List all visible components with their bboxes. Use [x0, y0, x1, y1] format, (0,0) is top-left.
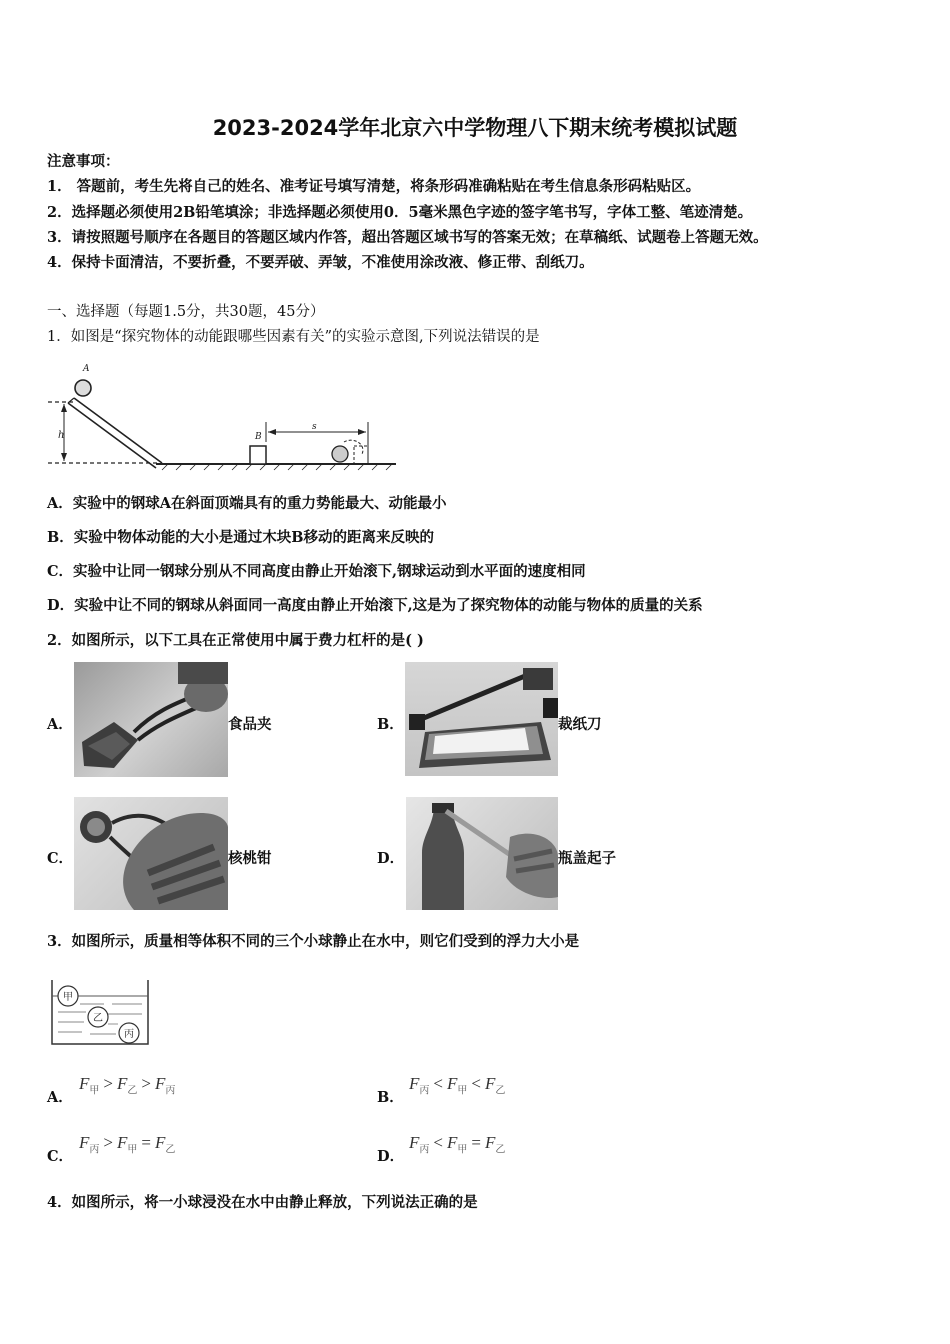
steel-ball-a [75, 380, 91, 396]
beaker-figure [46, 976, 154, 1048]
ramp-experiment-figure [44, 362, 400, 472]
q1-option-c: C．实验中让同一钢球分别从不同高度由静止开始滚下,钢球运动到水平面的速度相同 [47, 563, 586, 580]
q2-option-b-label: 裁纸刀 [558, 716, 602, 733]
height-label: h [58, 430, 65, 441]
q2-option-c-letter: C． [47, 850, 74, 867]
notice-item: 4．保持卡面清洁，不要折叠，不要弄破、弄皱，不准使用涂改液、修正带、刮纸刀。 [47, 254, 594, 271]
question-1-stem: 1．如图是“探究物体的动能跟哪些因素有关”的实验示意图,下列说法错误的是 [47, 329, 540, 345]
section-heading: 一、选择题（每题1.5分，共30题，45分） [47, 304, 325, 320]
q3-option-a-formula: $F_甲 > F_乙 > F_丙$ [79, 1074, 176, 1097]
q2-option-d-label: 瓶盖起子 [558, 850, 616, 867]
q3-option-c-letter: C． [47, 1148, 74, 1165]
bottle-opener-photo [406, 797, 558, 910]
q3-option-c-formula: $F_丙 > F_甲 = F_乙$ [79, 1133, 176, 1156]
q2-option-b-letter: B． [377, 716, 404, 733]
notice-item: 2．选择题必须使用2B铅笔填涂；非选择题必须使用0．5毫米黑色字迹的签字笔书写，字体工整、笔迹清楚。 [47, 204, 753, 221]
paper-cutter-photo [405, 662, 558, 776]
q3-option-b-formula: $F_丙 < F_甲 < F_乙$ [409, 1074, 506, 1097]
q1-option-a: A．实验中的钢球A在斜面顶端具有的重力势能最大、动能最小 [47, 495, 447, 512]
steel-ball-moved [332, 446, 348, 462]
notice-item: 3．请按照题号顺序在各题目的答题区域内作答，超出答题区域书写的答案无效；在草稿纸、试题卷上答题无效。 [47, 229, 768, 246]
q2-option-c-label: 核桃钳 [228, 850, 272, 867]
q1-option-b: B．实验中物体动能的大小是通过木块B移动的距离来反映的 [47, 529, 435, 546]
q3-option-b-letter: B． [377, 1089, 404, 1106]
ball-bing-label: 丙 [124, 1029, 134, 1040]
q2-option-d-letter: D． [377, 850, 405, 867]
q3-option-d-formula: $F_丙 < F_甲 = F_乙$ [409, 1133, 506, 1156]
nutcracker-photo [74, 797, 228, 910]
ball-yi-label: 乙 [93, 1013, 103, 1024]
ball-jia-label: 甲 [63, 992, 73, 1003]
notice-item: 1． 答题前，考生先将自己的姓名、准考证号填写清楚，将条形码准确粘贴在考生信息条形码粘贴区。 [47, 178, 701, 195]
q3-option-d-letter: D． [377, 1148, 405, 1165]
page-title: 2023-2024学年北京六中学物理八下期末统考模拟试题 [212, 116, 738, 140]
q2-option-a-label: 食品夹 [228, 716, 272, 733]
question-3-stem: 3．如图所示，质量相等体积不同的三个小球静止在水中，则它们受到的浮力大小是 [47, 933, 580, 950]
q1-option-d: D．实验中让不同的钢球从斜面同一高度由静止开始滚下,这是为了探究物体的动能与物体的质量的关系 [47, 597, 703, 614]
wood-block-b [250, 446, 266, 464]
distance-label: s [312, 422, 317, 432]
notice-heading: 注意事项： [47, 153, 120, 170]
q2-option-a-letter: A． [47, 716, 73, 733]
question-2-stem: 2．如图所示，以下工具在正常使用中属于费力杠杆的是( ) [47, 632, 424, 649]
question-4-stem: 4．如图所示，将一小球浸没在水中由静止释放，下列说法正确的是 [47, 1194, 478, 1211]
block-b-label: B [255, 432, 262, 442]
food-tongs-photo [74, 662, 228, 777]
ball-a-label: A [83, 364, 90, 374]
q3-option-a-letter: A． [47, 1089, 73, 1106]
